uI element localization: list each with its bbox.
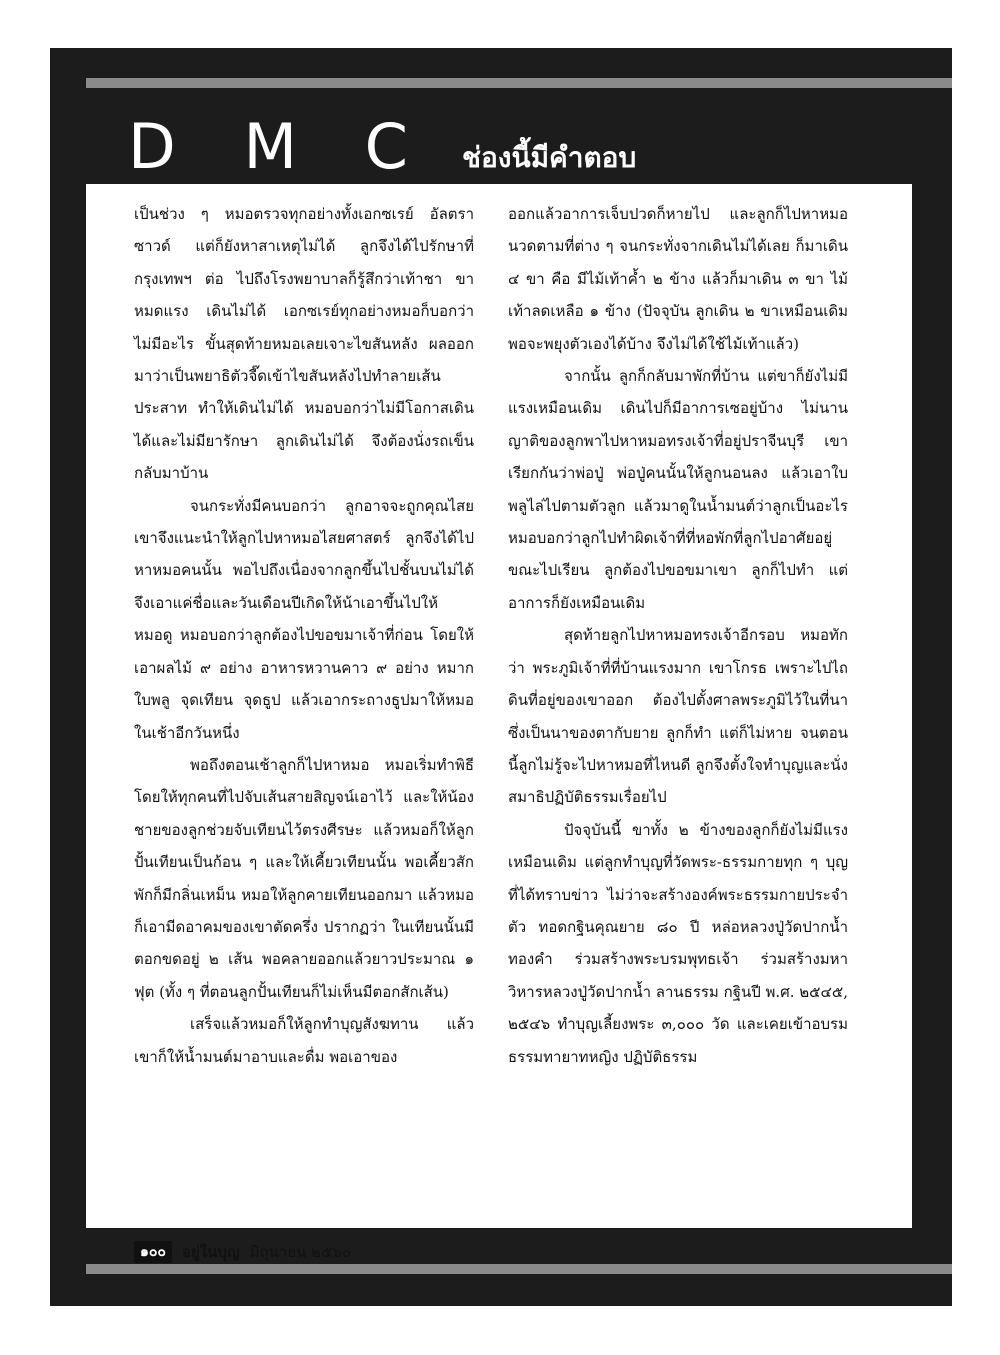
article-paragraph: จากนั้น ลูกก็กลับมาพักที่บ้าน แต่ขาก็ยังไม่มีแรงเหมือนเดิม เดินไปก็มีอาการเซอยู่บ้าง ไม่นานญาติของลูกพาไปหาหมอทรงเจ้าที่อยู่ปราจีนบุรี เขาเรียกกันว่าพ่อปู่ พ่อปู่คนนั้นให้ลูกนอนลง แล้วเอาใบพลูไล่ไปตามตัวลูก แล้วมาดูในน้ำมนต์ว่าลูกเป็นอะไร หมอบอกว่าลูกไปทำผิดเจ้าที่ที่หอพักที่ลูกไปอาศัยอยู่ขณะไปเรียน ลูกต้องไปขอขมาเขา ลูกก็ไปทำ แต่อาการก็ยังเหมือนเดิม bbox=[508, 367, 853, 612]
page-footer bbox=[134, 1240, 351, 1264]
article-paragraph: เป็นช่วง ๆ หมอตรวจทุกอย่างทั้งเอกซเรย์ อัลตราซาวด์ แต่ก็ยังหาสาเหตุไม่ได้ ลูกจึงได้ไปรักษาที่กรุงเทพฯ ต่อ ไปถึงโรงพยาบาลก็รู้สึกว่าเท้าชา ขาหมดแรง เดินไม่ได้ เอกซเรย์ทุกอย่างหมอก็บอกว่าไม่มีอะไร ขั้นสุดท้ายหมอเลยเจาะไขสันหลัง ผลออกมาว่าเป็นพยาธิตัวจี๊ดเข้าไขสันหลังไปทำลายเส้นประสาท ทำให้เดินไม่ได้ หมอบอกว่าไม่มีโอกาสเดินได้และไม่มียารักษา ลูกเดินไม่ได้ จึงต้องนั่งรถเข็นกลับมาบ้าน bbox=[134, 205, 474, 483]
bottom-divider-bar bbox=[86, 1264, 952, 1274]
article-paragraph: พอถึงตอนเช้าลูกก็ไปหาหมอ หมอเริ่มทำพิธีโดยให้ทุกคนที่ไปจับเส้นสายสิญจน์เอาไว้ และให้น้องชายของลูกช่วยจับเทียนไว้ตรงศีรษะ แล้วหมอก็ให้ลูกปั้นเทียนเป็นก้อน ๆ และให้เคี้ยวเทียนนั้น พอเคี้ยวสักพักก็มีกลิ่นเหม็น หมอให้ลูกคายเทียนออกมา แล้วหมอก็เอามีดอาคมของเขาตัดครึ่ง ปรากฏว่า ในเทียนนั้นมีตอกขดอยู่ ๒ เส้น พอคลายออกแล้วยาวประมาณ ๑ ฟุต (ทั้ง ๆ ที่ตอนลูกปั้นเทียนก็ไม่เห็นมีตอกสักเส้น) bbox=[134, 755, 479, 1001]
article-paragraph: ปัจจุบันนี้ ขาทั้ง ๒ ข้างของลูกก็ยังไม่มีแรงเหมือนเดิม แต่ลูกทำบุญที่วัดพระ-ธรรมกายทุก ๆ บุญที่ได้ทราบข่าว ไม่ว่าจะสร้างองค์พระธรรมกายประจำตัว ทอดกฐินคุณยาย ๘๐ ปี หล่อหลวงปู่วัดปากน้ำทองคำ ร่วมสร้างพระบรมพุทธเจ้า ร่วมสร้างมหาวิหารหลวงปู่วัดปากน้ำ ลานธรรม กฐินปี พ.ศ. ๒๕๔๕, ๒๕๔๖ ทำบุญเลี้ยงพระ ๓,๐๐๐ วัด และเคยเข้าอบรมธรรมทายาทหญิง ปฏิบัติธรรม bbox=[508, 820, 853, 1066]
masthead bbox=[128, 106, 637, 183]
article-paragraph: จนกระทั่งมีคนบอกว่า ลูกอาจจะถูกคุณไสย เขาจึงแนะนำให้ลูกไปหาหมอไสยศาสตร์ ลูกจึงได้ไปหาหมอคนนั้น พอไปถึงเนื่องจากลูกขึ้นไปชั้นบนไม่ได้ จึงเอาแค่ชื่อและวันเดือนปีเกิดให้น้าเอาขึ้นไปให้หมอดู หมอบอกว่าลูกต้องไปขอขมาเจ้าที่ก่อน โดยให้เอาผลไม้ ๙ อย่าง อาหารหวานคาว ๙ อย่าง หมาก ใบพลู จุดเทียน จุดธูป แล้วเอากระถางธูปมาให้หมอในเช้าอีกวันหนึ่ง bbox=[134, 496, 479, 742]
section-logo: D M C bbox=[128, 110, 432, 183]
article-paragraph: ออกแล้วอาการเจ็บปวดก็หายไป และลูกก็ไปหาหมอนวดตามที่ต่าง ๆ จนกระทั่งจากเดินไม่ได้เลย ก็มาเดิน ๔ ขา คือ มีไม้เท้าค้ำ ๒ ข้าง แล้วก็มาเดิน ๓ ขา ไม้เท้าลดเหลือ ๑ ข้าง (ปัจจุบัน ลูกเดิน ๒ ขาเหมือนเดิม พอจะพยุงตัวเองได้บ้าง จึงไม่ได้ใช้ไม้เท้าแล้ว) bbox=[508, 205, 853, 353]
article-column-right bbox=[508, 198, 853, 1073]
magazine-name: อยู่ในบุญ bbox=[181, 1243, 240, 1261]
article-page bbox=[86, 184, 912, 1228]
article-paragraph: เสร็จแล้วหมอก็ให้ลูกทำบุญสังฆทาน แล้วเขาก็ให้น้ำมนต์มาอาบและดื่ม พอเอาของ bbox=[134, 1015, 474, 1066]
top-divider-bar bbox=[86, 78, 952, 88]
page-number: ๑๐๐ bbox=[134, 1241, 172, 1263]
section-subtitle: ช่องนี้มีคำตอบ bbox=[461, 141, 637, 174]
article-paragraph: สุดท้ายลูกไปหาหมอทรงเจ้าอีกรอบ หมอทักว่า พระภูมิเจ้าที่ที่บ้านแรงมาก เขาโกรธ เพราะไปไถดินที่อยู่ของเขาออก ต้องไปตั้งศาลพระภูมิไว้ในที่นาซึ่งเป็นนาของตากับยาย ลูกก็ทำ แต่ก็ไม่หาย จนตอนนี้ลูกไม่รู้จะไปหาหมอที่ไหนดี ลูกจึงตั้งใจทำบุญและนั่งสมาธิปฏิบัติธรรมเรื่อยไป bbox=[508, 626, 848, 807]
article-column-left bbox=[134, 198, 479, 1073]
issue-date: มิถุนายน ๒๕๖๐ bbox=[249, 1243, 352, 1261]
